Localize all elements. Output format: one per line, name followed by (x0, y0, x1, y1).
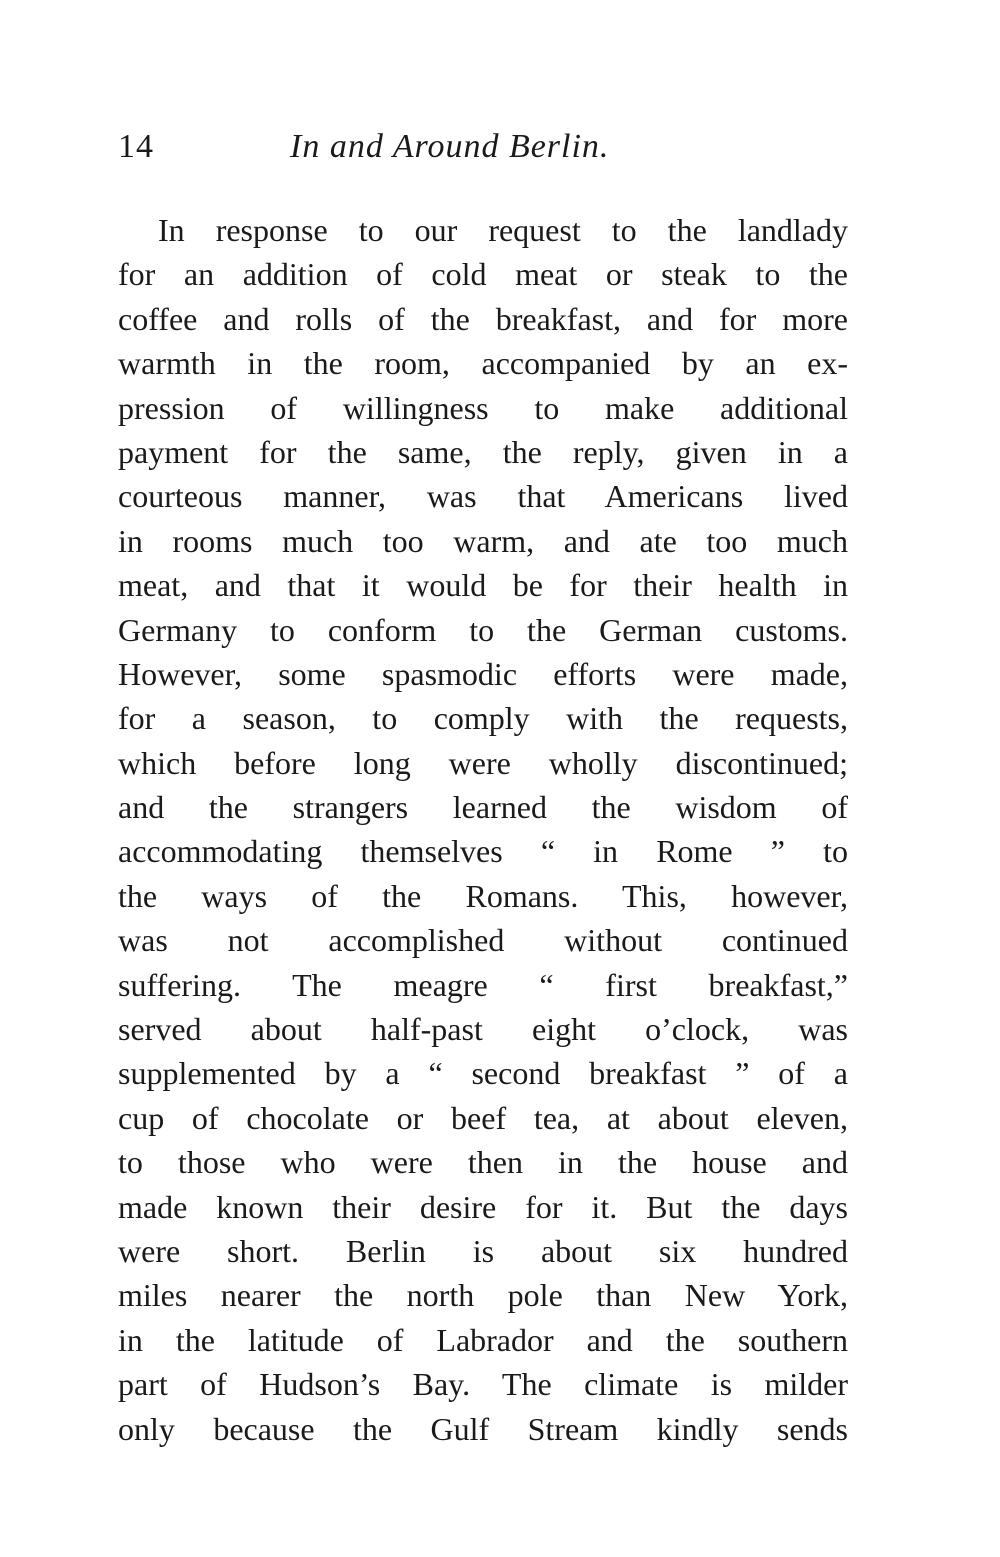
text-line: meat, and that it would be for their health in (118, 567, 848, 604)
text-line: the ways of the Romans. This, however, (118, 877, 848, 914)
text-line: In response to our request to the landlady (158, 212, 848, 248)
text-line: for a season, to comply with the requests, (118, 700, 848, 737)
text-line: were short. Berlin is about six hundred (118, 1232, 848, 1269)
text-line: courteous manner, was that Americans lived (118, 478, 848, 515)
text-line: which before long were wholly discontinued; (118, 744, 848, 781)
text-line: cup of chocolate or beef tea, at about eleven, (118, 1099, 848, 1136)
page-number: 14 (118, 128, 154, 165)
text-line: only because the Gulf Stream kindly sends (118, 1410, 848, 1447)
text-line: suffering. The meagre “ first breakfast,” (118, 966, 848, 1003)
text-line: supplemented by a “ second breakfast ” of a (118, 1055, 848, 1092)
text-line: for an addition of cold meat or steak to the (118, 256, 848, 293)
text-line: part of Hudson’s Bay. The climate is milder (118, 1366, 848, 1403)
text-line: However, some spasmodic efforts were made, (118, 655, 848, 692)
text-line: made known their desire for it. But the days (118, 1188, 848, 1225)
text-line: to those who were then in the house and (118, 1144, 848, 1181)
text-line: miles nearer the north pole than New York, (118, 1277, 848, 1314)
text-line: and the strangers learned the wisdom of (118, 789, 848, 826)
running-title: In and Around Berlin. (290, 128, 610, 165)
text-line: Germany to conform to the German customs. (118, 611, 848, 648)
text-line: pression of willingness to make additional (118, 389, 848, 426)
text-line: served about half-past eight o’clock, was (118, 1011, 848, 1048)
text-line: coffee and rolls of the breakfast, and for more (118, 300, 848, 337)
body-paragraph (118, 208, 848, 1451)
text-line: warmth in the room, accompanied by an ex- (118, 345, 848, 382)
text-line: payment for the same, the reply, given in a (118, 433, 848, 470)
text-line: in rooms much too warm, and ate too much (118, 522, 848, 559)
text-line: was not accomplished without continued (118, 922, 848, 959)
text-line: accommodating themselves “ in Rome ” to (118, 833, 848, 870)
running-head (118, 122, 848, 172)
text-line: in the latitude of Labrador and the southern (118, 1321, 848, 1358)
